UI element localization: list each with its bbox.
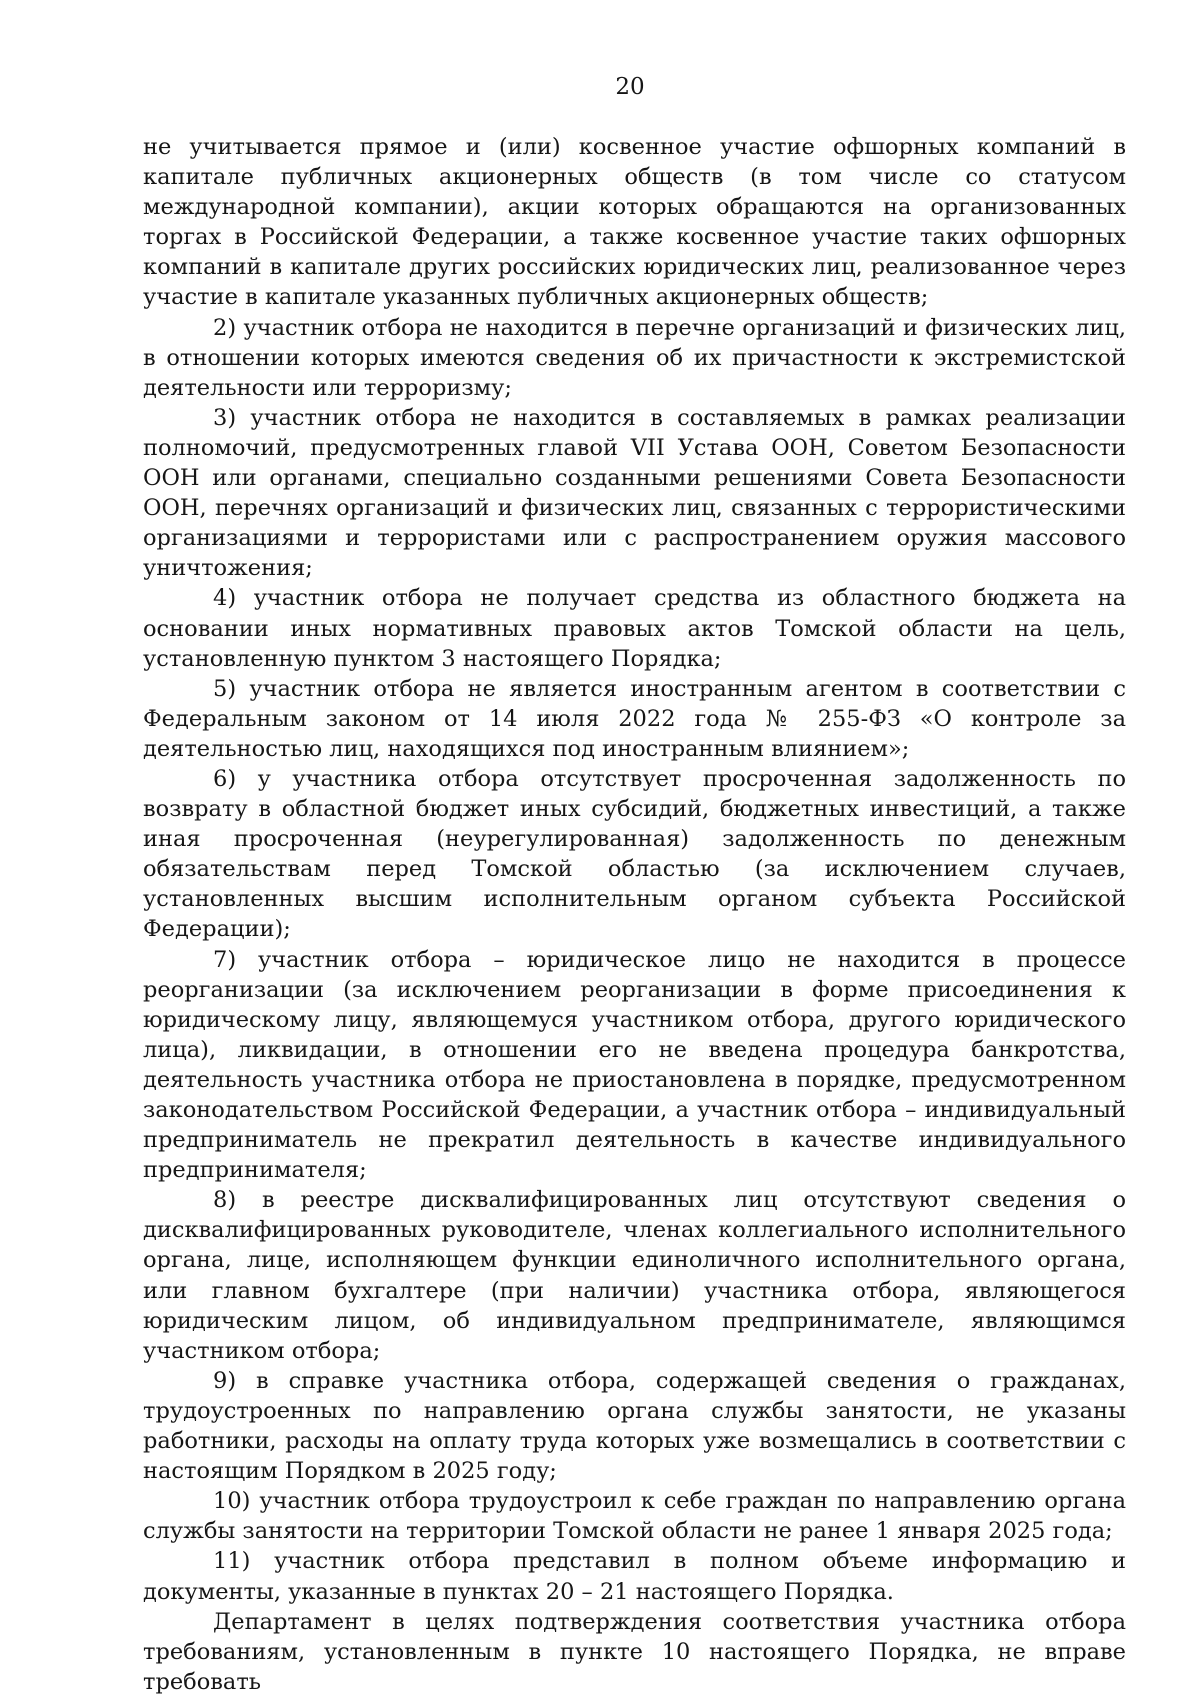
- paragraph-item-3: 3) участник отбора не находится в составляемых в рамках реализации полномочий, предусмотренных главой VII Устава ООН, Советом Безопасности ООН или органами, специально созданными решениями Совета Безопасности ООН, перечнях организаций и физических лиц, связанных с террористическими организациями и террористами или с распространением оружия массового уничтожения;: [143, 404, 1126, 582]
- document-body: [143, 132, 1126, 1697]
- paragraph-item-8: 8) в реестре дисквалифицированных лиц отсутствуют сведения о дисквалифицированных руководителе, членах коллегиального исполнительного органа, лице, исполняющем функции единоличного исполнительного органа, или главном бухгалтере (при наличии) участника отбора, являющегося юридическим лицом, об индивидуальном предпринимателе, являющимся участником отбора;: [143, 1187, 1126, 1364]
- paragraph-item-7: 7) участник отбора – юридическое лицо не находится в процессе реорганизации (за исключением реорганизации в форме присоединения к юридическому лицу, являющемуся участником отбора, другого юридического лица), ликвидации, в отношении его не введена процедура банкротства, деятельность участника отбора не приостановлена в порядке, предусмотренном законодательством Российской Федерации, а участник отбора – индивидуальный предприниматель не прекратил деятельность в качестве индивидуального предпринимателя;: [143, 946, 1126, 1184]
- paragraph-continuation: не учитывается прямое и (или) косвенное участие офшорных компаний в капитале публичных акционерных обществ (в том числе со статусом международной компании), акции которых обращаются на организованных торгах в Российской Федерации, а также косвенное участие таких офшорных компаний в капитале других российских юридических лиц, реализованное через участие в капитале указанных публичных акционерных обществ;: [143, 134, 1126, 311]
- paragraph-item-2: 2) участник отбора не находится в перечне организаций и физических лиц, в отношении которых имеются сведения об их причастности к экстремистской деятельности или терроризму;: [143, 314, 1126, 401]
- paragraph-item-9: 9) в справке участника отбора, содержащей сведения о гражданах, трудоустроенных по направлению органа службы занятости, не указаны работники, расходы на оплату труда которых уже возмещались в соответствии с настоящим Порядком в 2025 году;: [143, 1367, 1126, 1485]
- paragraph-department: Департамент в целях подтверждения соответствия участника отбора требованиям, установленным в пункте 10 настоящего Порядка, не вправе требовать: [143, 1608, 1126, 1695]
- paragraph-item-11: 11) участник отбора представил в полном объеме информацию и документы, указанные в пунктах 20 – 21 настоящего Порядка.: [143, 1548, 1126, 1605]
- paragraph-item-4: 4) участник отбора не получает средства из областного бюджета на основании иных нормативных правовых актов Томской области на цель, установленную пунктом 3 настоящего Порядка;: [143, 585, 1126, 672]
- page-number: 20: [615, 74, 645, 100]
- paragraph-item-10: 10) участник отбора трудоустроил к себе граждан по направлению органа службы занятости на территории Томской области не ранее 1 января 2025 года;: [143, 1488, 1126, 1545]
- paragraph-item-6: 6) у участника отбора отсутствует просроченная задолженность по возврату в областной бюджет иных субсидий, бюджетных инвестиций, а также иная просроченная (неурегулированная) задолженность по денежным обязательствам перед Томской областью (за исключением случаев, установленных высшим исполнительным органом субъекта Российской Федерации);: [143, 765, 1126, 943]
- paragraph-item-5: 5) участник отбора не является иностранным агентом в соответствии с Федеральным законом от 14 июля 2022 года № 255-ФЗ «О контроле за деятельностью лиц, находящихся под иностранным влиянием»;: [143, 675, 1126, 762]
